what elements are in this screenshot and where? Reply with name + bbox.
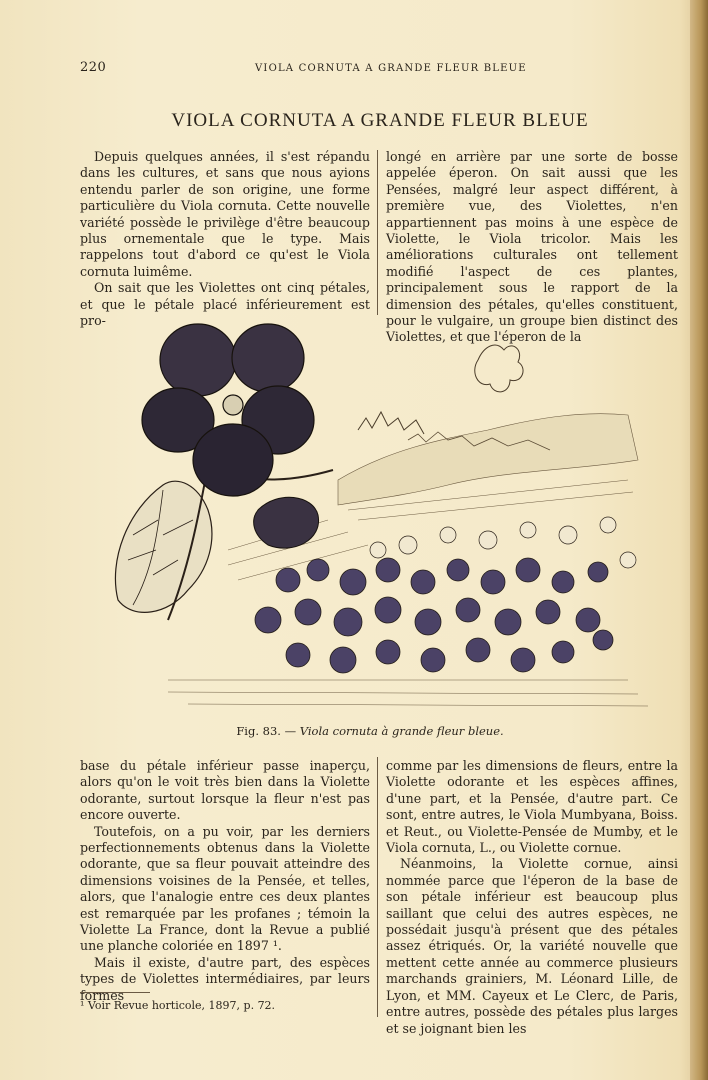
column-2-bottom (386, 758, 678, 1037)
engraving-illustration (108, 320, 648, 720)
column-1-bottom (80, 758, 370, 1004)
running-title: VIOLA CORNUTA A GRANDE FLEUR BLEUE (255, 63, 527, 74)
paragraph: Néanmoins, la Violette cornue, ainsi nommée parce que l'éperon de la base de son pétale inférieur est beaucoup plus saillant que celui des autres espèces, ne possédait jusqu'à présent que des pétales assez étriqués. Or, la variété nouvelle que mettent cette année au commerce plusieurs marchands grainiers, M. Léonard Lille, de Lyon, et MM. Cayeux et Le Clerc, de Paris, entre autres, possède des pétales plus larges et se joignant bien les (386, 856, 678, 1036)
paragraph: base du pétale inférieur passe inaperçu, alors qu'on le voit très bien dans la Violette odorante, surtout lorsque la fleur n'est pas encore ouverte. (80, 758, 370, 823)
paragraph: Depuis quelques années, il s'est répandu dans les cultures, et sans que nous ayions entendu parler de son origine, une forme particulière du Viola cornuta. Cette nouvelle variété possède le privilège d'être beaucoup plus ornementale que le type. Mais rappelons tout d'abord ce qu'est le Viola cornuta luimême. (80, 149, 370, 279)
column-rule-top (377, 150, 378, 315)
footnote: ¹ Voir Revue horticole, 1897, p. 72. (80, 999, 276, 1012)
column-1-top (80, 149, 370, 329)
figure-viola-illustration (108, 320, 648, 720)
paragraph: Mais il existe, d'autre part, des espèces types de Violettes intermédiaires, par leurs formes (80, 954, 370, 1003)
paragraph: On sait que les Violettes ont cinq pétales, et que le pétale placé inférieurement est pro- (80, 280, 370, 329)
figure-caption (80, 724, 660, 738)
caption-text: Viola cornuta à grande fleur bleue. (299, 724, 504, 738)
caption-label: Fig. 83. — (236, 724, 297, 738)
page-edge (690, 0, 708, 1080)
paragraph: Toutefois, on a pu voir, par les derniers perfectionnements obtenus dans la Violette odorante, que sa fleur pouvait atteindre des dimensions voisines de la Pensée, et telles, alors, que l'analogie entre ces deux plantes est remarquée par les profanes ; témoin la Violette La France, dont la Revue a publié une planche coloriée en 1897 ¹. (80, 823, 370, 954)
paragraph: longé en arrière par une sorte de bosse appelée éperon. On sait aussi que les Pensées, malgré leur aspect différent, à première vue, des Violettes, n'en appartiennent pas moins à une espèce de Violette, le Viola tricolor. Mais les améliorations culturales ont tellement modifié l'aspect de ces plantes, principalement sous le rapport de la dimension des pétales, qu'elles constituent, pour le vulgaire, un groupe bien distinct des Violettes, et que l'éperon de la (386, 149, 678, 345)
column-rule-bottom (377, 757, 378, 1017)
article-title: VIOLA CORNUTA A GRANDE FLEUR BLEUE (171, 110, 589, 131)
paragraph: comme par les dimensions de fleurs, entre la Violette odorante et les espèces affines, d'une part, et la Pensée, d'autre part. Ce sont, entre autres, le Viola Mumbyana, Boiss. et Reut., ou Violette-Pensée de Mumby, et le Viola cornuta, L., ou Violette cornue. (386, 758, 678, 856)
column-2-top (386, 149, 678, 346)
footnote-rule (80, 992, 150, 993)
page-number: 220 (80, 60, 107, 75)
